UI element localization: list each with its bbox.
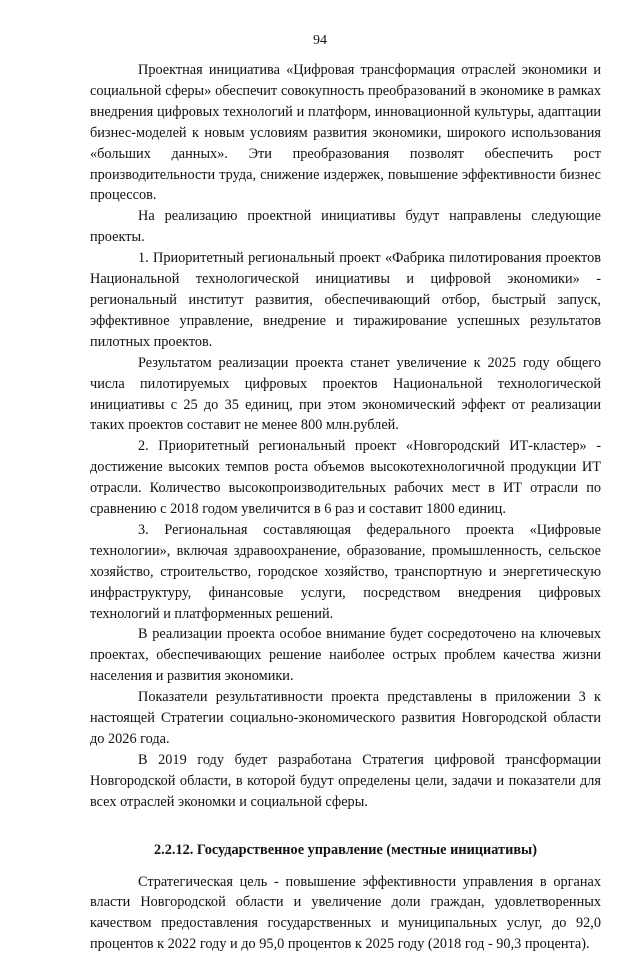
page-number: 94: [313, 33, 327, 48]
paragraph-focus: В реализации проекта особое внимание будет сосредоточено на ключевых проектах, обеспечивающих решение наиболее острых проблем качества жизни населения и развития экономики.: [90, 626, 601, 685]
paragraph-strategic-goal: Стратегическая цель - повышение эффективности управления в органах власти Новгородской области и увеличение доли граждан, удовлетворенных качеством предоставления государственных и муниципальных услуг, до 92,0 процентов к 2022 году и до 95,0 процентов к 2025 году (2018 год - 90,3 процента).: [90, 873, 601, 953]
paragraph-projects-lead: На реализацию проектной инициативы будут направлены следующие проекты.: [90, 208, 601, 246]
section-heading: 2.2.12. Государственное управление (местные инициативы): [154, 841, 537, 858]
paragraph-intro: Проектная инициатива «Цифровая трансформация отраслей экономики и социальной сферы» обеспечит совокупность преобразований в экономике в рамках внедрения цифровых технологий и платформ, инновационной культуры, адаптации бизнес-моделей к новым условиям развития экономики, широкого использования «больших данных». Эти преобразования позволят обеспечить рост производительности труда, снижение издержек, повышение эффективности бизнес процессов.: [90, 62, 601, 204]
paragraph-project-1-result: Результатом реализации проекта станет увеличение к 2025 году общего числа пилотируемых цифровых проектов Национальной технологической инициативы с 25 до 35 единиц, при этом экономический эффект от реализации таких проектов составит не менее 800 млн.рублей.: [90, 354, 601, 434]
paragraph-project-3: 3. Региональная составляющая федерального проекта «Цифровые технологии», включая здравоохранение, образование, промышленность, сельское хозяйство, строительство, городское хозяйство, транспортную и энергетическую инфраструктуру, финансовые услуги, посредством внедрения цифровых технологий и платформенных решений.: [90, 521, 601, 622]
paragraph-project-1: 1. Приоритетный региональный проект «Фабрика пилотирования проектов Национальной технологической инициативы и цифровой экономики» - региональный институт развития, обеспечивающий отбор, быстрый запуск, эффективное управление, внедрение и тиражирование успешных результатов пилотных проектов.: [90, 250, 601, 350]
paragraph-strategy-2019: В 2019 году будет разработана Стратегия цифровой трансформации Новгородской области, в которой будут определены цели, задачи и показатели для всех отраслей экономки и социальной сферы.: [90, 751, 601, 810]
page-content: [90, 60, 601, 955]
paragraph-indicators: Показатели результативности проекта представлены в приложении 3 к настоящей Стратегии социально-экономического развития Новгородской области до 2026 года.: [90, 689, 601, 747]
paragraph-project-2: 2. Приоритетный региональный проект «Новгородский ИТ-кластер» - достижение высоких темпов роста объемов высокотехнологичной продукции ИТ отрасли. Количество высокопроизводительных рабочих мест в ИТ отрасли по сравнению с 2018 годом увеличится в 6 раз и составит 1800 единиц.: [90, 438, 601, 518]
